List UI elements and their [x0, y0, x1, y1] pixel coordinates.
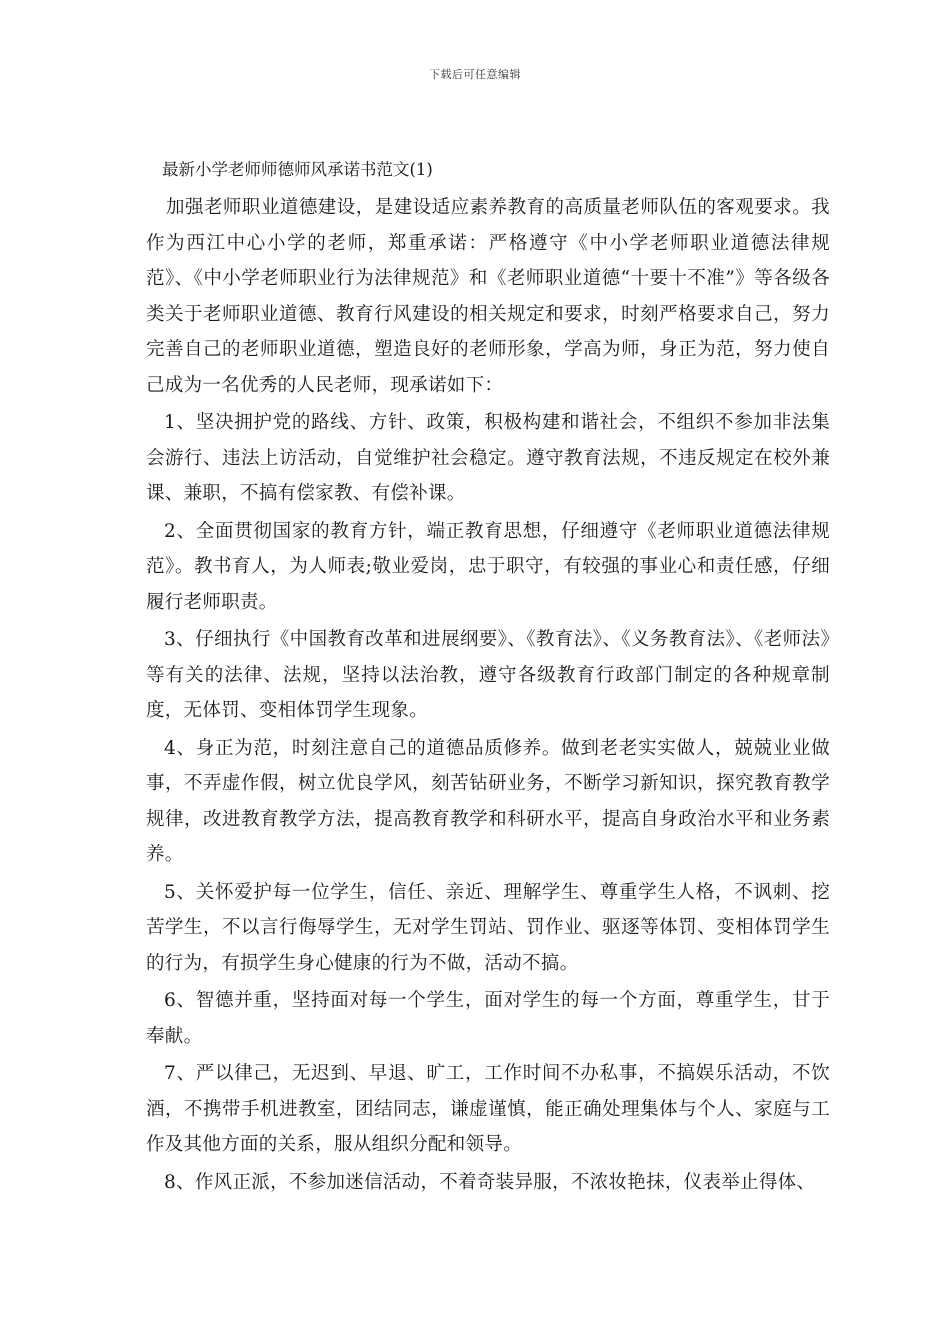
- document-title: 最新小学老师师德师风承诺书范文(1): [162, 160, 433, 179]
- intro-paragraph: 加强老师职业道德建设，是建设适应素养教育的高质量老师队伍的客观要求。我作为西江中心小学的老师，郑重承诺：严格遵守《中小学老师职业道德法律规范》、《中小学老师职业行为法律规范》和《老师职业道德“十要十不准”》等各级各类关于老师职业道德、教育行风建设的相关规定和要求，时刻严格要求自己，努力完善自己的老师职业道德，塑造良好的老师形象，学高为师，身正为范，努力使自己成为一名优秀的人民老师，现承诺如下：: [146, 197, 830, 396]
- commitment-item-2: 2、全面贯彻国家的教育方针，端正教育思想，仔细遵守《老师职业道德法律规范》。教书育人，为人师表;敬业爱岗，忠于职守，有较强的事业心和责任感，仔细履行老师职责。: [146, 520, 830, 613]
- commitment-item-5: 5、关怀爱护每一位学生，信任、亲近、理解学生、尊重学生人格，不讽刺、挖苦学生，不以言行侮辱学生，无对学生罚站、罚作业、驱逐等体罚、变相体罚学生的行为，有损学生身心健康的行为不做，活动不搞。: [146, 881, 830, 974]
- commitment-item-8: 8、作风正派，不参加迷信活动，不着奇装异服，不浓妆艳抹，仪表举止得体、: [164, 1171, 816, 1193]
- commitment-item-3: 3、仔细执行《中国教育改革和进展纲要》、《教育法》、《义务教育法》、《老师法》等有关的法律、法规，坚持以法治教，遵守各级教育行政部门制定的各种规章制度，无体罚、变相体罚学生现象。: [146, 629, 830, 721]
- commitment-item-4: 4、身正为范，时刻注意自己的道德品质修养。做到老老实实做人，兢兢业业做事，不弄虚作假，树立优良学风，刻苦钻研业务，不断学习新知识，探究教育教学规律，改进教育教学方法，提高教育教学和科研水平，提高自身政治水平和业务素养。: [146, 737, 830, 865]
- commitment-item-7: 7、严以律己，无迟到、早退、旷工，工作时间不办私事，不搞娱乐活动，不饮酒，不携带手机进教室，团结同志，谦虚谨慎，能正确处理集体与个人、家庭与工作及其他方面的关系，服从组织分配和领导。: [146, 1063, 830, 1155]
- commitment-item-1: 1、坚决拥护党的路线、方针、政策，积极构建和谐社会，不组织不参加非法集会游行、违法上访活动，自觉维护社会稳定。遵守教育法规，不违反规定在校外兼课、兼职，不搞有偿家教、有偿补课。: [146, 412, 830, 504]
- header-note: 下载后可任意编辑: [429, 68, 521, 81]
- commitment-item-6: 6、智德并重，坚持面对每一个学生，面对学生的每一个方面，尊重学生，甘于奉献。: [146, 990, 830, 1047]
- document-body: [146, 157, 830, 1202]
